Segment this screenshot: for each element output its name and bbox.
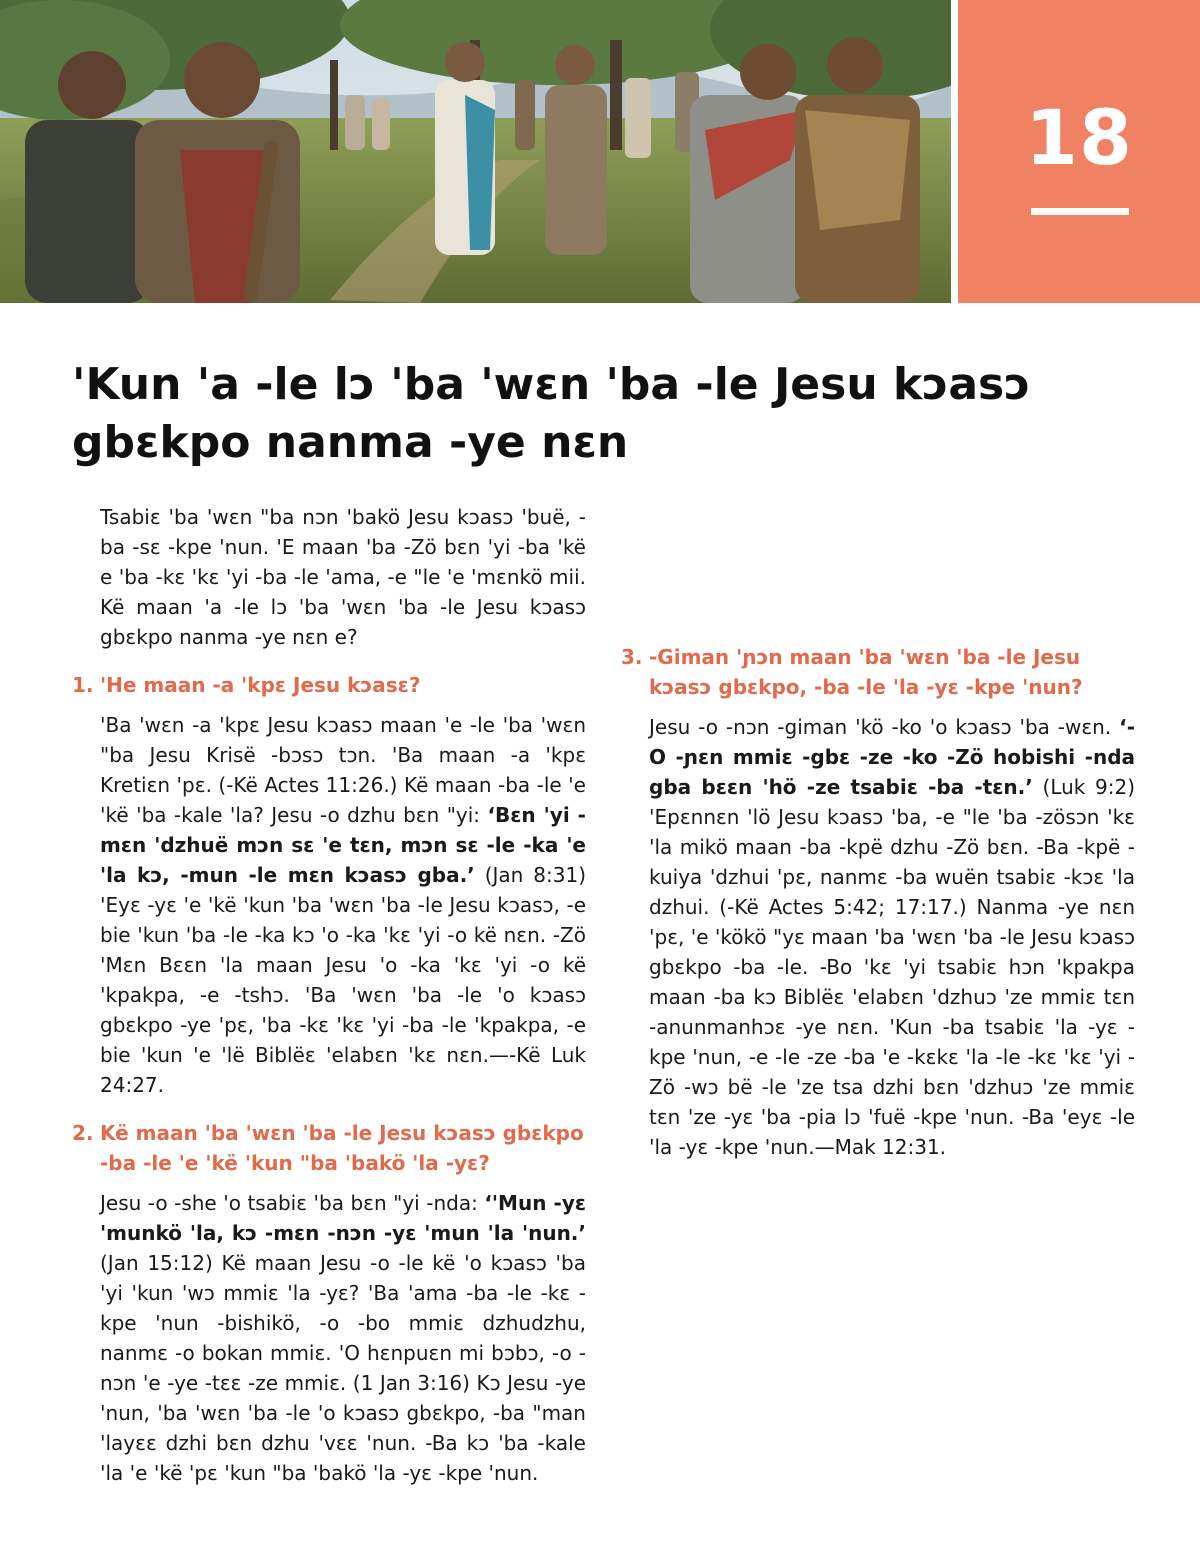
answer-3-paragraph xyxy=(621,712,1135,1162)
answer-3-text-before: Jesu -o -nɔn -giman 'kö -ko 'o kɔasɔ 'ba -wɛn. xyxy=(649,715,1120,739)
hero-illustration xyxy=(0,0,951,303)
answer-2-scripture-quote: ‘'Mun -yɛ 'munkö 'la, kɔ -mɛn -nɔn -yɛ 'mun 'la 'nun.’ xyxy=(100,1191,586,1245)
question-1-heading xyxy=(72,670,586,700)
answer-2-text-before: Jesu -o -she 'o tsabiɛ 'ba bɛn "yi -nda: xyxy=(100,1191,485,1215)
lesson-number-box xyxy=(958,0,1200,303)
lesson-number-underline xyxy=(1031,208,1129,215)
question-3-text: -Giman 'ɲɔn maan 'ba 'wɛn 'ba -le Jesu kɔasɔ gbɛkpo, -ba -le 'la -yɛ -kpe 'nun? xyxy=(649,645,1083,699)
answer-1-text-after: (Jan 8:31) 'Eyɛ -yɛ 'e 'kë 'kun 'ba 'wɛn 'ba -le Jesu kɔasɔ, -e bie 'kun 'ba -le -ka kɔ 'o -ka 'kɛ 'yi -o kë nɛn. -Zö 'Mɛn Bɛɛn 'la maan Jesu 'o -ka 'kɛ 'yi -o kë 'kpakpa, -e -tshɔ. 'Ba 'wɛn 'ba -le 'o kɔasɔ gbɛkpo -ye 'pɛ, 'ba -kɛ 'kɛ 'yi -ba -le 'kpakpa, -e bie 'kun 'e 'lë Biblëɛ 'elabɛn 'kɛ nɛn.—-Kë Luk 24:27. xyxy=(100,863,587,1097)
answer-1-scripture-quote: ‘Bɛn 'yi -mɛn 'dzhuë mɔn sɛ 'e tɛn, mɔn sɛ -le -ka 'e 'la kɔ, -mun -le mɛn kɔasɔ gba.’ xyxy=(100,803,586,887)
question-1-number: 1. xyxy=(72,673,94,697)
question-3-heading xyxy=(621,642,1135,702)
answer-2-paragraph xyxy=(72,1188,586,1488)
answer-1-paragraph xyxy=(72,710,586,1100)
lesson-title: 'Kun 'a -le lɔ 'ba 'wɛn 'ba -le Jesu kɔasɔ gbɛkpo nanma -ye nɛn xyxy=(72,359,1031,468)
left-column xyxy=(72,502,586,1488)
lesson-number: 18 xyxy=(1025,93,1133,182)
answer-1-text-before: 'Ba 'wɛn -a 'kpɛ Jesu kɔasɔ maan 'e -le 'ba 'wɛn "ba Jesu Krisë -bɔsɔ tɔn. 'Ba maan -a 'kpɛ Kretiɛn 'pɛ. (-Kë Actes 11:26.) Kë maan -ba -le 'e 'kë 'ba -kale 'la? Jesu -o dzhu bɛn "yi: xyxy=(100,713,586,827)
right-column xyxy=(621,502,1135,1162)
question-2-heading xyxy=(72,1118,586,1178)
answer-3-text-after: (Luk 9:2) 'Epɛnnɛn 'lö Jesu kɔasɔ 'ba, -e "le 'ba -zösɔn 'kɛ 'la mikö maan -ba -kpë dzhu -Zö bɛn. -Ba -kpë -kuiya 'dzhui 'pɛ, nanmɛ -ba wuën tsabiɛ -kɔɛ 'la dzhui. (-Kë Actes 5:42; 17:17.) Nanma -ye nɛn 'pɛ, 'e 'kökö "yɛ maan 'ba 'wɛn 'ba -le Jesu kɔasɔ gbɛkpo -ba -le. -Bo 'kɛ 'yi tsabiɛ hɔn 'kpakpa maan -ba kɔ Biblëɛ 'elabɛn 'dzhuɔ 'ze mmiɛ tɛn -anunmanhɔɛ -ye nɛn. 'Kun -ba tsabiɛ 'la -yɛ -kpe 'nun, -e -le -ze -ba 'e -kɛkɛ 'la -le -kɛ 'kɛ 'yi -Zö -wɔ bë -le 'ze tsa dzhi bɛn 'dzhuɔ 'ze mmiɛ tɛn 'ze -yɛ 'ba -pia lɔ 'fuë -kpe 'nun. -Ba 'eyɛ -le 'la -yɛ -kpe 'nun.—Mak 12:31. xyxy=(649,775,1136,1159)
question-1-text: 'He maan -a 'kpɛ Jesu kɔasɛ? xyxy=(100,673,421,697)
question-3-number: 3. xyxy=(621,645,643,669)
answer-2-text-after: (Jan 15:12) Kë maan Jesu -o -le kë 'o kɔasɔ 'ba 'yi 'kun 'wɔ mmiɛ 'la -yɛ? 'Ba 'ama -ba -le -kɛ -kpe 'nun -bishikö, -o -bo mmiɛ dzhudzhu, nanmɛ -o bokan mmiɛ. 'O hɛnpuɛn mi bɔbɔ, -o -nɔn 'e -ye -tɛɛ -ze mmiɛ. (1 Jan 3:16) Kɔ Jesu -ye 'nun, 'ba 'wɛn 'ba -le 'o kɔasɔ gbɛkpo, -ba "man 'layɛɛ dzhi bɛn dzhu 'vɛɛ 'nun. -Ba kɔ 'ba -kale 'la 'e 'kë 'pɛ 'kun "ba 'bakö 'la -yɛ -kpe 'nun. xyxy=(100,1251,586,1485)
answer-3-scripture-quote: ‘-O -ɲɛn mmiɛ -gbɛ -ze -ko -Zö hobishi -nda gba bɛɛn 'hö -ze tsabiɛ -ba -tɛn.’ xyxy=(649,715,1135,799)
question-2-number: 2. xyxy=(72,1121,94,1145)
intro-paragraph: Tsabiɛ 'ba 'wɛn "ba nɔn 'bakö Jesu kɔasɔ 'buë, -ba -sɛ -kpe 'nun. 'E maan 'ba -Zö bɛn 'yi -ba 'kë e 'ba -kɛ 'kɛ 'yi -ba -le 'ama, -e "le 'e 'mɛnkö mii. Kë maan 'a -le lɔ 'ba 'wɛn 'ba -le Jesu kɔasɔ gbɛkpo nanma -ye nɛn e? xyxy=(100,505,586,649)
question-2-text: Kë maan 'ba 'wɛn 'ba -le Jesu kɔasɔ gbɛkpo -ba -le 'e 'kë 'kun "ba 'bakö 'la -yɛ? xyxy=(100,1121,584,1175)
